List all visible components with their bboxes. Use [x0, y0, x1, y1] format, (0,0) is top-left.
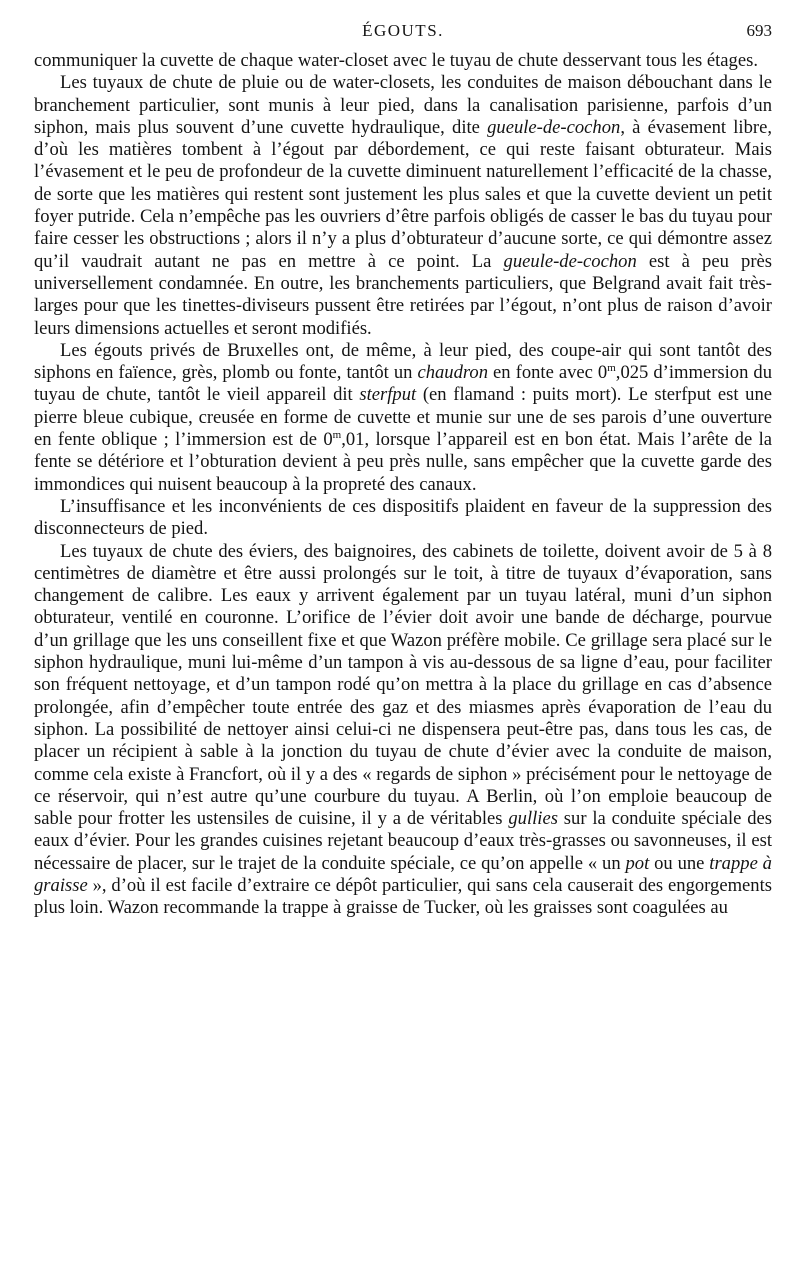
text-run: », d’où il est facile d’extraire ce dépôt particulier, qui sans cela causerait des engorgements plus loin. Wazon recommande la trappe à graisse de Tucker, où les graisses sont coagulées au — [34, 874, 772, 919]
paragraph — [34, 50, 772, 72]
page-number: 693 — [746, 21, 772, 40]
unit-superscript: m — [332, 428, 342, 441]
paragraph — [34, 72, 772, 340]
italic-term: gullies — [508, 808, 558, 830]
text-run: communiquer la cuvette de chaque water-closet avec le tuyau de chute desservant tous les étages. — [34, 50, 758, 71]
text-run: ou une — [649, 852, 710, 874]
text-run: ,025 d’immersion du tuyau de chute, tantôt le vieil appareil dit — [34, 362, 772, 406]
text-run: Les tuyaux de chute de pluie ou de water-closets, les conduites de maison débouchant dans le branchement particulier, sont munis à leur pied, dans la canalisation parisienne, parfois d’un siphon, mais plus souvent d’une cuvette hydraulique, dite — [34, 72, 772, 138]
italic-term: trappe à graisse — [34, 852, 772, 896]
paragraph — [34, 340, 772, 496]
text-run: en fonte avec 0 — [488, 362, 608, 384]
italic-term: sterfput — [359, 384, 417, 406]
italic-term: chaudron — [417, 362, 489, 384]
text-run: Les tuyaux de chute des éviers, des baignoires, des cabinets de toilette, doivent avoir de 5 à 8 centimètres de diamètre et être aussi prolongés sur le toit, à titre de tuyaux d’évaporation, sans changement de calibre. Les eaux y arrivent également par un tuyau latéral, muni d’un siphon obturateur, ventilé en couronne. L’orifice de l’évier doit avoir une bande de décharge, pourvue d’un grillage que les uns conseillent fixe et que Wazon préfère mobile. Ce grillage sera placé sur le siphon hydraulique, muni lui-même d’un tampon à vis au-dessous de sa ligne d’eau, pour faciliter son fréquent nettoyage, et d’un tampon rodé qu’on mettra à la place du grillage en cas d’absence prolongée, afin d’empêcher toute entrée des gaz et des miasmes après évaporation de l’eau du siphon. La possibilité de nettoyer ainsi celui-ci ne dispensera peut-être pas, dans tous les cas, de placer un récipient à sable à la jonction du tuyau de chute d’évier avec la conduite de maison, comme cela existe à Francfort, où il y a des « regards de siphon » précisément pour le nettoyage de ce réservoir, qui n’est autre qu’une courbure du tuyau. A Berlin, où l’on emploie beaucoup de sable pour frotter les ustensiles de cuisine, il y a de véritables — [34, 540, 772, 830]
italic-term: pot — [625, 852, 650, 874]
text-run: sur la conduite spéciale des eaux d’évier. Pour les grandes cuisines rejetant beaucoup d’eaux très-grasses ou savonneuses, il est nécessaire de placer, sur le trajet de la conduite spéciale, ce qu’on appelle « un — [34, 808, 773, 874]
unit-superscript: m — [607, 361, 616, 374]
page-title: ÉGOUTS. — [362, 21, 444, 40]
text-run: L’insuffisance et les inconvénients de ces dispositifs plaident en faveur de la suppression des disconnecteurs de pied. — [34, 495, 772, 540]
book-page — [34, 20, 772, 920]
italic-term: gueule-de-cochon — [503, 250, 637, 272]
paragraph — [34, 541, 772, 920]
text-run: ,01, lorsque l’appareil est en bon état. Mais l’arête de la fente se détériore et l’obturation devient à peu près nulle, sans empêcher que la cuvette garde des immondices qui nuisent beaucoup à la propreté des canaux. — [34, 429, 773, 495]
text-run: , à évasement libre, d’où les matières tombent à l’égout par débordement, ce qui reste faisant obturateur. Mais l’évasement et le peu de profondeur de la cuvette diminuent naturellement l’efficacité de la chasse, de sorte que les matières qui restent sont justement les plus sales et que la cuvette devient un petit foyer putride. Cela n’empêche pas les ouvriers d’être parfois obligés de casser le bas du tuyau pour faire cesser les obstructions ; alors il n’y a plus d’obturateur d’aucune sorte, ce qui démontre assez qu’il vaudrait autant ne pas en mettre à ce point. La — [34, 116, 772, 272]
text-run: est à peu près universellement condamnée. En outre, les branchements particuliers, que Belgrand avait fait très-larges pour que les tinettes-diviseurs pussent être retirées par l’égout, n’ont plus de raison d’avoir leurs dimensions actuelles et seront modifiés. — [34, 250, 773, 339]
text-run: Les égouts privés de Bruxelles ont, de même, à leur pied, des coupe-air qui sont tantôt des siphons en faïence, grès, plomb ou fonte, tantôt un — [34, 339, 772, 384]
paragraph — [34, 496, 772, 541]
running-header — [34, 20, 772, 50]
text-run: (en flamand : puits mort). Le sterfput est une pierre bleue cubique, creusée en forme de cuvette et munie sur une de ses parois d’une ouverture en fente oblique ; l’immersion est de 0 — [34, 384, 772, 451]
italic-term: gueule-de-cochon — [487, 116, 621, 138]
